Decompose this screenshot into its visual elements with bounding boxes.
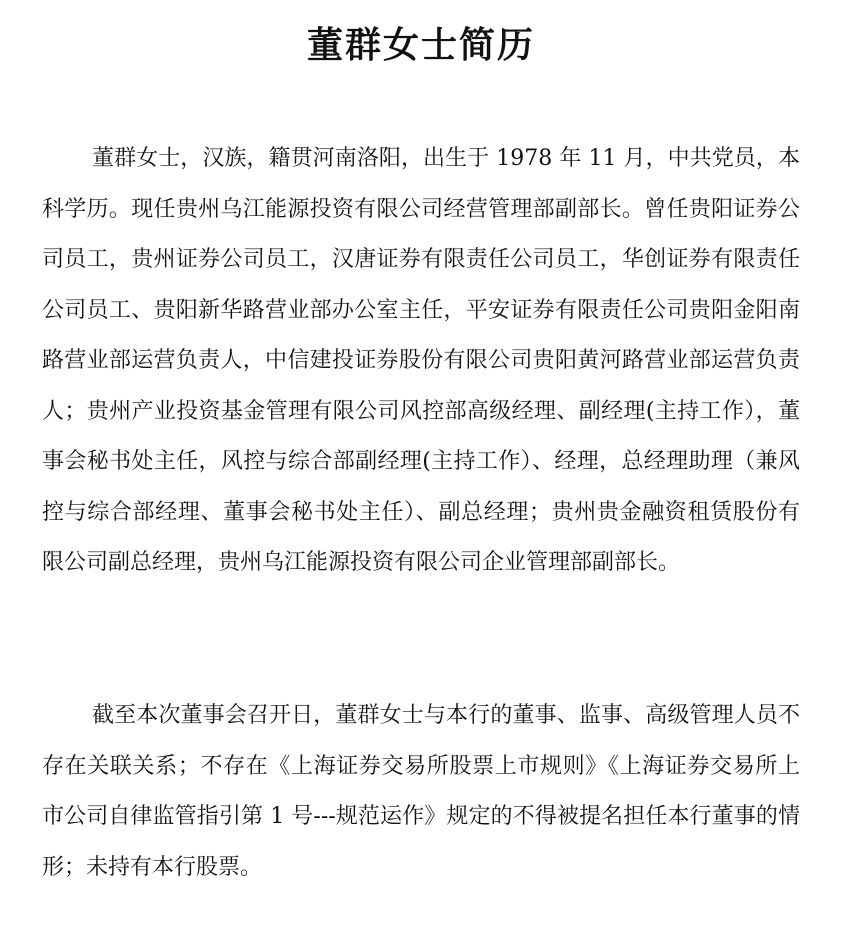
disclosure-paragraph: 截至本次董事会召开日，董群女士与本行的董事、监事、高级管理人员不存在关联关系；不存在《上海证券交易所股票上市规则》《上海证券交易所上市公司自律监管指引第 1 号---规范运作》规定的不得被提名担任本行董事的情形；未持有本行股票。 <box>42 703 800 880</box>
biography-paragraph: 董群女士，汉族，籍贯河南洛阳，出生于 1978 年 11 月，中共党员，本科学历。现任贵州乌江能源投资有限公司经营管理部副部长。曾任贵阳证券公司员工，贵州证券公司员工，汉唐证券有限责任公司员工，华创证券有限责任公司员工、贵阳新华路营业部办公室主任，平安证券有限责任公司贵阳金阳南路营业部运营负责人，中信建投证券股份有限公司贵阳黄河路营业部运营负责人；贵州产业投资基金管理有限公司风控部高级经理、副经理(主持工作），董事会秘书处主任，风控与综合部副经理(主持工作）、经理，总经理助理（兼风控与综合部经理、董事会秘书处主任）、副总经理；贵州贵金融资租赁股份有限公司副总经理，贵州乌江能源投资有限公司企业管理部副部长。 <box>42 146 800 575</box>
page-title: 董群女士简历 <box>306 25 535 66</box>
